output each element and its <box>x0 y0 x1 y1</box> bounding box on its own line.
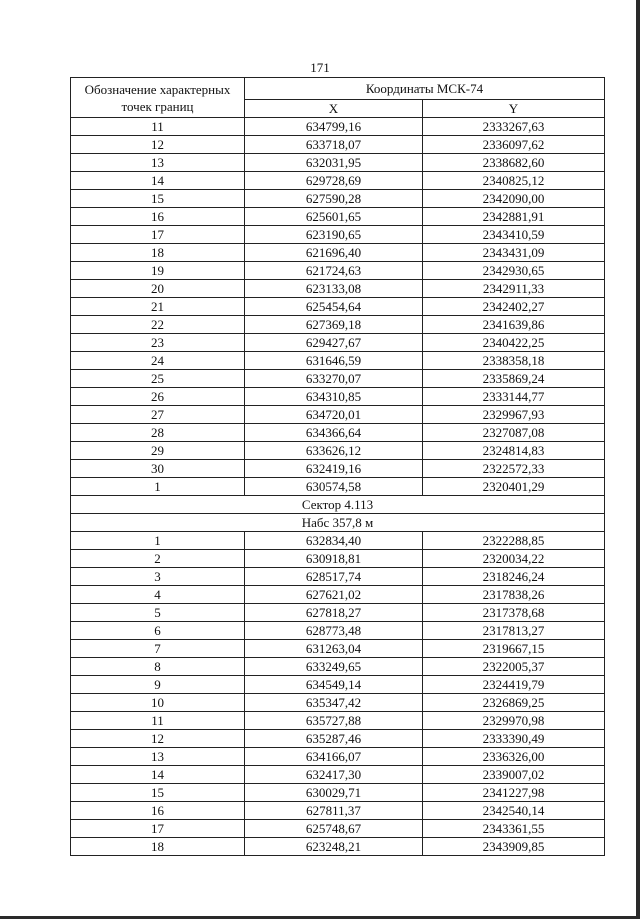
x-cell: 633626,12 <box>245 442 423 460</box>
table-row <box>71 190 605 208</box>
y-cell: 2320401,29 <box>423 478 605 496</box>
x-cell: 621724,63 <box>245 262 423 280</box>
table-row <box>71 208 605 226</box>
y-cell: 2342930,65 <box>423 262 605 280</box>
coords-system-header: Координаты МСК-74 <box>245 78 605 100</box>
x-cell: 630029,71 <box>245 784 423 802</box>
table-row <box>71 154 605 172</box>
point-cell: 25 <box>71 370 245 388</box>
y-cell: 2336097,62 <box>423 136 605 154</box>
table-row <box>71 460 605 478</box>
x-cell: 635287,46 <box>245 730 423 748</box>
x-cell: 633270,07 <box>245 370 423 388</box>
x-cell: 634549,14 <box>245 676 423 694</box>
table-row <box>71 172 605 190</box>
y-cell: 2322005,37 <box>423 658 605 676</box>
point-cell: 18 <box>71 244 245 262</box>
table-row <box>71 226 605 244</box>
y-cell: 2320034,22 <box>423 550 605 568</box>
x-cell: 627621,02 <box>245 586 423 604</box>
y-cell: 2326869,25 <box>423 694 605 712</box>
y-cell: 2343909,85 <box>423 838 605 856</box>
point-cell: 6 <box>71 622 245 640</box>
y-cell: 2342402,27 <box>423 298 605 316</box>
table-row <box>71 568 605 586</box>
y-cell: 2319667,15 <box>423 640 605 658</box>
x-cell: 632419,16 <box>245 460 423 478</box>
table-body-part-2 <box>71 532 605 856</box>
y-cell: 2339007,02 <box>423 766 605 784</box>
point-cell: 18 <box>71 838 245 856</box>
table-row <box>71 334 605 352</box>
x-cell: 634720,01 <box>245 406 423 424</box>
y-cell: 2341227,98 <box>423 784 605 802</box>
point-cell: 12 <box>71 136 245 154</box>
table-row <box>71 550 605 568</box>
table-row <box>71 316 605 334</box>
y-cell: 2333390,49 <box>423 730 605 748</box>
table-row <box>71 820 605 838</box>
point-cell: 1 <box>71 532 245 550</box>
table-row <box>71 766 605 784</box>
x-cell: 627369,18 <box>245 316 423 334</box>
point-label-header: Обозначение характерных точек границ <box>71 78 245 118</box>
x-cell: 633718,07 <box>245 136 423 154</box>
x-cell: 625748,67 <box>245 820 423 838</box>
point-cell: 14 <box>71 172 245 190</box>
x-cell: 632834,40 <box>245 532 423 550</box>
table-row <box>71 640 605 658</box>
table-row <box>71 370 605 388</box>
point-cell: 3 <box>71 568 245 586</box>
table-row <box>71 676 605 694</box>
point-cell: 24 <box>71 352 245 370</box>
x-cell: 635727,88 <box>245 712 423 730</box>
sector-title: Сектор 4.113 <box>71 496 605 514</box>
point-cell: 15 <box>71 784 245 802</box>
y-cell: 2329967,93 <box>423 406 605 424</box>
point-cell: 22 <box>71 316 245 334</box>
y-cell: 2342540,14 <box>423 802 605 820</box>
y-column-header: Y <box>423 100 605 118</box>
y-cell: 2317378,68 <box>423 604 605 622</box>
table-row <box>71 802 605 820</box>
coordinates-table <box>70 77 605 856</box>
x-cell: 634799,16 <box>245 118 423 136</box>
x-cell: 623133,08 <box>245 280 423 298</box>
table-row <box>71 478 605 496</box>
table-row <box>71 118 605 136</box>
scan-edge-right <box>636 0 640 919</box>
y-cell: 2322572,33 <box>423 460 605 478</box>
point-cell: 16 <box>71 208 245 226</box>
x-cell: 628773,48 <box>245 622 423 640</box>
table-row <box>71 244 605 262</box>
point-cell: 17 <box>71 820 245 838</box>
table-row <box>71 424 605 442</box>
y-cell: 2327087,08 <box>423 424 605 442</box>
page-number: 171 <box>310 60 330 75</box>
point-cell: 1 <box>71 478 245 496</box>
x-cell: 632031,95 <box>245 154 423 172</box>
table-row <box>71 784 605 802</box>
y-cell: 2329970,98 <box>423 712 605 730</box>
x-cell: 623248,21 <box>245 838 423 856</box>
point-cell: 14 <box>71 766 245 784</box>
table-header <box>71 78 605 118</box>
y-cell: 2317813,27 <box>423 622 605 640</box>
x-cell: 632417,30 <box>245 766 423 784</box>
point-cell: 11 <box>71 712 245 730</box>
point-cell: 7 <box>71 640 245 658</box>
x-cell: 631263,04 <box>245 640 423 658</box>
point-cell: 20 <box>71 280 245 298</box>
x-cell: 631646,59 <box>245 352 423 370</box>
table-row <box>71 406 605 424</box>
x-cell: 633249,65 <box>245 658 423 676</box>
point-cell: 29 <box>71 442 245 460</box>
point-cell: 13 <box>71 748 245 766</box>
point-cell: 15 <box>71 190 245 208</box>
table-row <box>71 622 605 640</box>
table-row <box>71 694 605 712</box>
x-cell: 634166,07 <box>245 748 423 766</box>
y-cell: 2322288,85 <box>423 532 605 550</box>
sector-header <box>71 496 605 532</box>
y-cell: 2342911,33 <box>423 280 605 298</box>
point-cell: 4 <box>71 586 245 604</box>
y-cell: 2343431,09 <box>423 244 605 262</box>
point-cell: 30 <box>71 460 245 478</box>
table-row <box>71 262 605 280</box>
y-cell: 2333267,63 <box>423 118 605 136</box>
point-cell: 12 <box>71 730 245 748</box>
table-row <box>71 838 605 856</box>
y-cell: 2324814,83 <box>423 442 605 460</box>
point-cell: 23 <box>71 334 245 352</box>
x-cell: 627818,27 <box>245 604 423 622</box>
y-cell: 2333144,77 <box>423 388 605 406</box>
table-row <box>71 604 605 622</box>
y-cell: 2342881,91 <box>423 208 605 226</box>
point-cell: 2 <box>71 550 245 568</box>
point-cell: 28 <box>71 424 245 442</box>
x-cell: 630574,58 <box>245 478 423 496</box>
y-cell: 2335869,24 <box>423 370 605 388</box>
table-row <box>71 442 605 460</box>
point-cell: 8 <box>71 658 245 676</box>
table-row <box>71 388 605 406</box>
x-cell: 635347,42 <box>245 694 423 712</box>
point-cell: 5 <box>71 604 245 622</box>
x-cell: 629427,67 <box>245 334 423 352</box>
x-column-header: X <box>245 100 423 118</box>
x-cell: 629728,69 <box>245 172 423 190</box>
y-cell: 2336326,00 <box>423 748 605 766</box>
point-cell: 11 <box>71 118 245 136</box>
x-cell: 627811,37 <box>245 802 423 820</box>
y-cell: 2342090,00 <box>423 190 605 208</box>
point-cell: 19 <box>71 262 245 280</box>
x-cell: 630918,81 <box>245 550 423 568</box>
point-cell: 13 <box>71 154 245 172</box>
y-cell: 2318246,24 <box>423 568 605 586</box>
x-cell: 627590,28 <box>245 190 423 208</box>
point-cell: 16 <box>71 802 245 820</box>
sector-height: Набс 357,8 м <box>71 514 605 532</box>
x-cell: 621696,40 <box>245 244 423 262</box>
x-cell: 634310,85 <box>245 388 423 406</box>
y-cell: 2341639,86 <box>423 316 605 334</box>
table-row <box>71 352 605 370</box>
table-row <box>71 712 605 730</box>
x-cell: 634366,64 <box>245 424 423 442</box>
point-cell: 9 <box>71 676 245 694</box>
table-row <box>71 748 605 766</box>
y-cell: 2340422,25 <box>423 334 605 352</box>
y-cell: 2324419,79 <box>423 676 605 694</box>
table-row <box>71 730 605 748</box>
table-row <box>71 136 605 154</box>
point-cell: 10 <box>71 694 245 712</box>
y-cell: 2338358,18 <box>423 352 605 370</box>
table-row <box>71 532 605 550</box>
x-cell: 623190,65 <box>245 226 423 244</box>
y-cell: 2340825,12 <box>423 172 605 190</box>
x-cell: 628517,74 <box>245 568 423 586</box>
table-row <box>71 298 605 316</box>
point-cell: 26 <box>71 388 245 406</box>
y-cell: 2338682,60 <box>423 154 605 172</box>
y-cell: 2343410,59 <box>423 226 605 244</box>
y-cell: 2343361,55 <box>423 820 605 838</box>
y-cell: 2317838,26 <box>423 586 605 604</box>
table-row <box>71 586 605 604</box>
x-cell: 625454,64 <box>245 298 423 316</box>
table-row <box>71 658 605 676</box>
x-cell: 625601,65 <box>245 208 423 226</box>
table-body-part-1 <box>71 118 605 496</box>
point-cell: 21 <box>71 298 245 316</box>
table-row <box>71 280 605 298</box>
point-cell: 27 <box>71 406 245 424</box>
point-cell: 17 <box>71 226 245 244</box>
